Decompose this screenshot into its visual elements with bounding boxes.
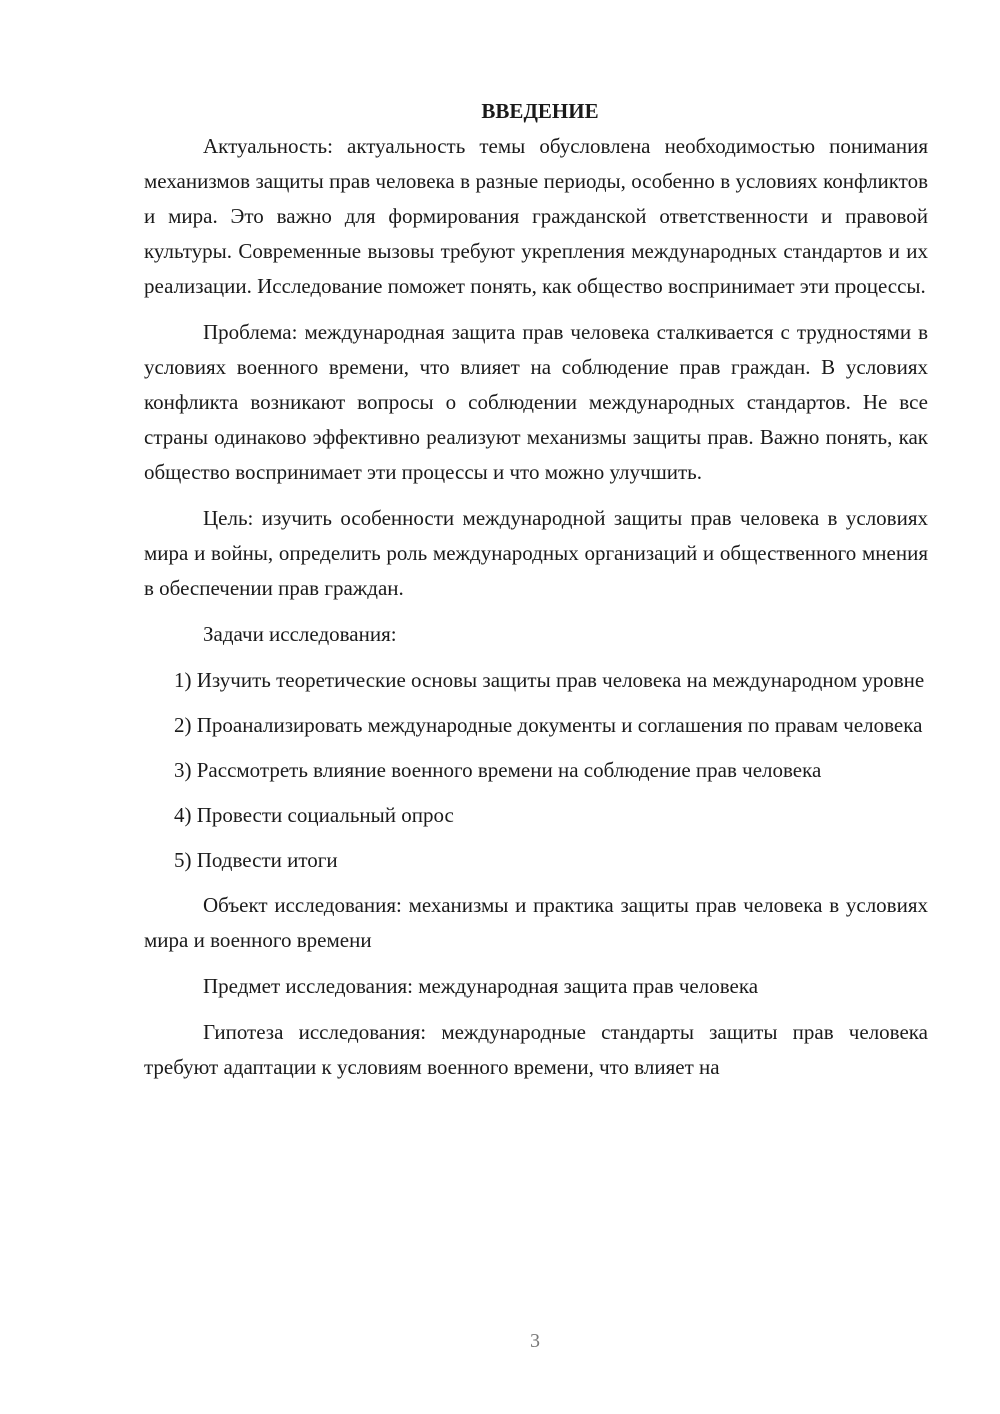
list-item: 4) Провести социальный опрос [174, 803, 454, 827]
paragraph-subject: Предмет исследования: международная защита прав человека [203, 974, 759, 998]
paragraph-hypothesis: Гипотеза исследования: международные стандарты защиты прав человека требуют адаптации к условиям военного времени, что влияет на [144, 1020, 928, 1079]
list-item: 5) Подвести итоги [174, 848, 338, 872]
tasks-heading: Задачи исследования: [203, 622, 397, 646]
tasks-list [144, 663, 928, 878]
list-item: 1) Изучить теоретические основы защиты прав человека на международном уровне [174, 668, 925, 692]
page-number: 3 [530, 1330, 540, 1352]
paragraph-problem: Проблема: международная защита прав человека сталкивается с трудностями в условиях военного времени, что влияет на соблюдение прав граждан. В условиях конфликта возникают вопросы о соблюдении международных стандартов. Не все страны одинаково эффективно реализуют механизмы защиты прав. Важно понять, как общество воспринимает эти процессы и что можно улучшить. [144, 320, 928, 484]
list-item: 3) Рассмотреть влияние военного времени на соблюдение прав человека [174, 758, 822, 782]
document-body [144, 94, 928, 1096]
page-title: ВВЕДЕНИЕ [481, 99, 599, 123]
paragraph-object: Объект исследования: механизмы и практика защиты прав человека в условиях мира и военного времени [144, 893, 928, 952]
paragraph-goal: Цель: изучить особенности международной защиты прав человека в условиях мира и войны, определить роль международных организаций и общественного мнения в обеспечении прав граждан. [144, 506, 928, 600]
list-item: 2) Проанализировать международные документы и соглашения по правам человека [174, 713, 923, 737]
paragraph-relevance: Актуальность: актуальность темы обусловлена необходимостью понимания механизмов защиты прав человека в разные периоды, особенно в условиях конфликтов и мира. Это важно для формирования гражданской ответственности и правовой культуры. Современные вызовы требуют укрепления международных стандартов и их реализации. Исследование поможет понять, как общество воспринимает эти процессы. [144, 134, 928, 298]
